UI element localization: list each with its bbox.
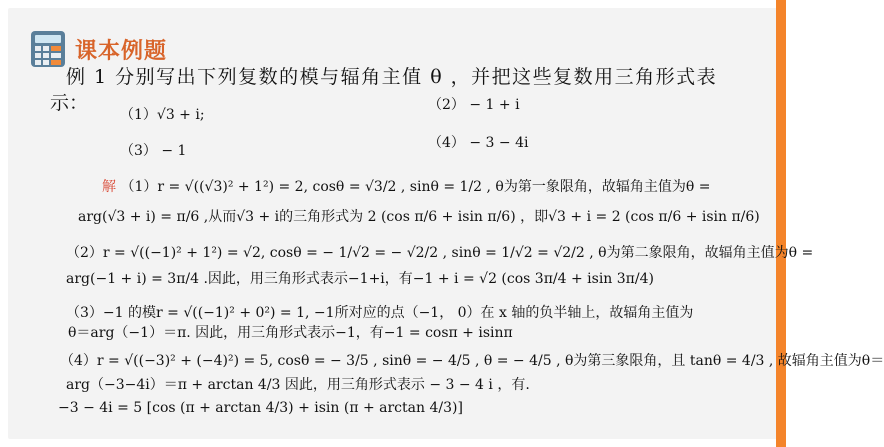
solution-4-line-1: （4）r = √((−3)² + (−4)²) = 5, cosθ = − 3/5 , sinθ = − 4/5 , θ = − 4/5 , θ为第三象限角，且 tanθ = 4/3 , 故辐角主值为θ＝ <box>60 353 884 369</box>
solution-4-line-2: arg（−3−4i）＝π + arctan 4/3 因此，用三角形式表示 − 3 − 4 i ，有. <box>66 377 530 393</box>
problem-part-1: （1）√3 + i; <box>120 107 205 123</box>
solution-1-text: （1）r = √((√3)² + 1²) = 2, cosθ = √3/2 , sinθ = 1/2 , θ为第一象限角，故辐角主值为θ = <box>120 179 711 195</box>
solution-2-line-2: arg(−1 + i) = 3π/4 .因此，用三角形式表示−1+i，有−1 + i = √2 (cos 3π/4 + isin 3π/4) <box>66 271 654 287</box>
problem-intro: 例 1 分别写出下列复数的模与辐角主值 θ ，并把这些复数用三角形式表 <box>66 66 718 88</box>
solution-3-line-1: （3）−1 的模r = √((−1)² + 0²) = 1, −1所对应的点（−1， 0）在 x 轴的负半轴上，故辐角主值为 <box>66 305 694 321</box>
problem-part-2: （2） − 1 + i <box>428 97 520 113</box>
solution-2-line-1: （2）r = √((−1)² + 1²) = √2, cosθ = − 1/√2 = − √2/2 , sinθ = 1/√2 = √2/2 , θ为第二象限角，故辐角主值为θ = <box>66 245 814 261</box>
solution-4-line-3: −3 − 4i = 5 [cos (π + arctan 4/3) + isin (π + arctan 4/3)] <box>58 400 463 416</box>
calculator-icon <box>30 30 66 68</box>
solution-1-line-2: arg(√3 + i) = π/6 ,从而√3 + i的三角形式为 2 (cos π/6 + isin π/6) ，即√3 + i = 2 (cos π/6 + isin π/6) <box>78 209 760 225</box>
solution-label: 解 <box>102 179 116 195</box>
problem-part-3: （3） − 1 <box>120 143 187 159</box>
accent-edge-bar <box>776 0 786 447</box>
problem-part-4: （4） − 3 − 4i <box>428 135 529 151</box>
solution-3-line-2: θ＝arg（−1）＝π. 因此，用三角形式表示−1，有−1 = cosπ + isinπ <box>68 325 513 341</box>
problem-intro-cont: 示： <box>50 92 89 114</box>
page-title: 课本例题 <box>75 39 168 64</box>
solution-1-line-1 <box>102 176 710 196</box>
